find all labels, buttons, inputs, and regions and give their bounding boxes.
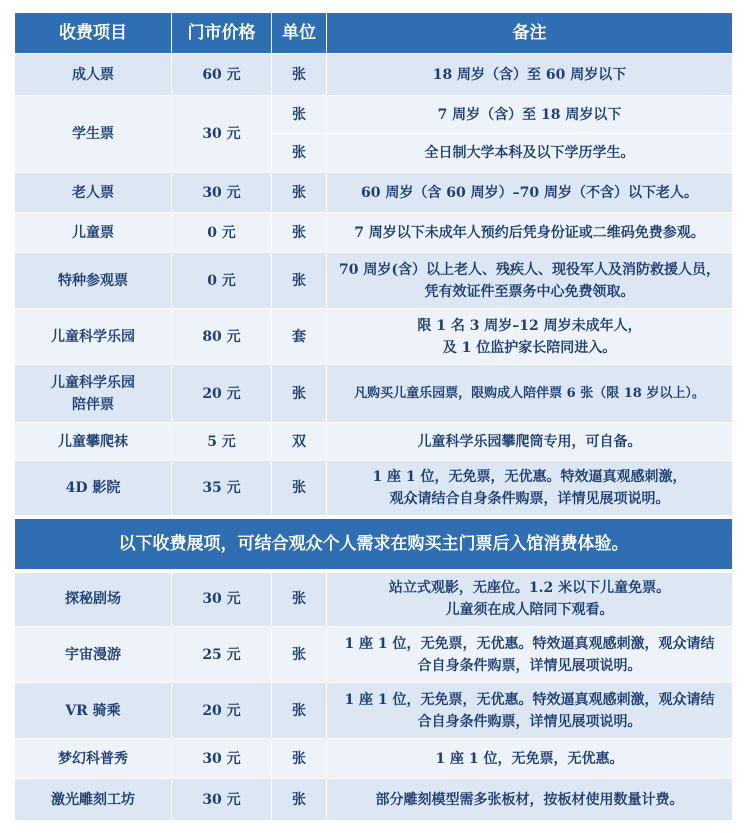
unit-cell: 双 xyxy=(272,423,327,461)
item-cell: 激光雕刻工坊 xyxy=(15,779,172,821)
table-row xyxy=(15,309,733,365)
price-cell: 30 元 xyxy=(172,96,272,173)
note-cell xyxy=(327,173,733,213)
table-row xyxy=(15,423,733,461)
unit-cell: 张 xyxy=(272,213,327,253)
table-row xyxy=(15,571,733,627)
note-line: 1 座 1 位，无免票，无优惠。 xyxy=(435,750,624,767)
note-line: 全日制大学本科及以下学历学生。 xyxy=(424,145,635,161)
header-price: 门市价格 xyxy=(172,13,272,54)
note-cell xyxy=(327,779,733,821)
header-row xyxy=(15,13,733,54)
unit-cell: 张 xyxy=(272,739,327,779)
note-cell xyxy=(327,739,733,779)
item-cell: 特种参观票 xyxy=(15,253,172,309)
table-row xyxy=(15,461,733,517)
price-cell: 30 元 xyxy=(172,571,272,627)
unit-cell: 张 xyxy=(272,683,327,739)
note-line: 60 周岁（含 60 周岁）–70 周岁（不含）以下老人。 xyxy=(361,184,698,201)
table-row xyxy=(15,213,733,253)
note-line: 凭有效证件至票务中心免费领取。 xyxy=(424,283,635,300)
unit-cell: 套 xyxy=(272,309,327,365)
note-line: 1 座 1 位，无免票，无优惠。特效逼真观感刺激，观众请结 xyxy=(344,635,715,652)
note-line: 7 周岁（含）至 18 周岁以下 xyxy=(437,106,622,123)
price-cell: 5 元 xyxy=(172,423,272,461)
note-cell xyxy=(327,627,733,683)
table-row xyxy=(15,173,733,213)
note-line: 站立式观影，无座位。1.2 米以下儿童免票。 xyxy=(388,580,671,597)
item-cell: 老人票 xyxy=(15,173,172,213)
note-cell xyxy=(327,134,733,173)
unit-cell: 张 xyxy=(272,54,327,96)
table-row xyxy=(15,54,733,96)
price-cell: 60 元 xyxy=(172,54,272,96)
table-row xyxy=(15,96,733,134)
note-line: 儿童科学乐园攀爬筒专用，可自备。 xyxy=(417,433,642,450)
header-unit: 单位 xyxy=(272,13,327,54)
item-cell: 儿童票 xyxy=(15,213,172,253)
price-cell: 0 元 xyxy=(172,253,272,309)
note-cell xyxy=(327,253,733,309)
note-line: 及 1 位监护家长陪同进入。 xyxy=(442,339,617,356)
price-cell: 30 元 xyxy=(172,779,272,821)
note-line: 部分雕刻模型需多张板材，按板材使用数量计费。 xyxy=(375,791,684,808)
item-cell: VR 骑乘 xyxy=(15,683,172,739)
item-cell: 探秘剧场 xyxy=(15,571,172,627)
note-cell xyxy=(327,365,733,423)
price-cell: 20 元 xyxy=(172,683,272,739)
table-row xyxy=(15,253,733,309)
note-line: 凡购买儿童乐园票，限购成人陪伴票 6 张（限 18 岁以上）。 xyxy=(354,385,705,401)
price-cell: 80 元 xyxy=(172,309,272,365)
note-line: 18 周岁（含）至 60 周岁以下 xyxy=(432,66,627,83)
note-line: 7 周岁以下未成年人预约后凭身份证或二维码免费参观。 xyxy=(354,224,705,241)
note-cell xyxy=(327,96,733,134)
price-cell: 30 元 xyxy=(172,173,272,213)
table-row xyxy=(15,779,733,821)
unit-cell: 张 xyxy=(272,134,327,173)
section-banner: 以下收费展项，可结合观众个人需求在购买主门票后入馆消费体验。 xyxy=(15,517,733,571)
note-cell xyxy=(327,683,733,739)
unit-cell: 张 xyxy=(272,253,327,309)
table-row xyxy=(15,683,733,739)
table-row xyxy=(15,365,733,423)
note-cell xyxy=(327,461,733,517)
unit-cell: 张 xyxy=(272,96,327,134)
note-cell xyxy=(327,54,733,96)
fee-table xyxy=(14,12,733,821)
item-cell: 4D 影院 xyxy=(15,461,172,517)
item-cell: 梦幻科普秀 xyxy=(15,739,172,779)
note-line: 1 座 1 位，无免票，无优惠。特效逼真观感刺激，观众请结 xyxy=(344,691,715,708)
price-cell: 35 元 xyxy=(172,461,272,517)
item-cell xyxy=(15,365,172,423)
item-line: 儿童科学乐园 xyxy=(51,374,135,391)
price-cell: 0 元 xyxy=(172,213,272,253)
header-note: 备注 xyxy=(327,13,733,54)
note-cell xyxy=(327,213,733,253)
item-cell: 成人票 xyxy=(15,54,172,96)
unit-cell: 张 xyxy=(272,571,327,627)
price-cell: 25 元 xyxy=(172,627,272,683)
banner-row xyxy=(15,517,733,571)
item-cell: 学生票 xyxy=(15,96,172,173)
item-line: 陪伴票 xyxy=(72,396,114,413)
price-cell: 20 元 xyxy=(172,365,272,423)
note-line: 70 周岁(含）以上老人、残疾人、现役军人及消防救援人员， xyxy=(339,261,720,278)
note-cell xyxy=(327,423,733,461)
note-line: 限 1 名 3 周岁–12 周岁未成年人， xyxy=(417,317,642,334)
note-line: 合自身条件购票，详情见展项说明。 xyxy=(417,713,642,730)
item-cell: 儿童攀爬袜 xyxy=(15,423,172,461)
item-cell: 儿童科学乐园 xyxy=(15,309,172,365)
note-cell xyxy=(327,571,733,627)
note-line: 儿童须在成人陪同下观看。 xyxy=(445,602,614,619)
unit-cell: 张 xyxy=(272,173,327,213)
note-line: 观众请结合自身条件购票，详情见展项说明。 xyxy=(389,490,670,507)
note-line: 合自身条件购票，详情见展项说明。 xyxy=(417,657,642,674)
price-cell: 30 元 xyxy=(172,739,272,779)
unit-cell: 张 xyxy=(272,461,327,517)
header-item: 收费项目 xyxy=(15,13,172,54)
item-cell: 宇宙漫游 xyxy=(15,627,172,683)
unit-cell: 张 xyxy=(272,365,327,423)
unit-cell: 张 xyxy=(272,779,327,821)
unit-cell: 张 xyxy=(272,627,327,683)
table-row xyxy=(15,627,733,683)
note-cell xyxy=(327,309,733,365)
table-row xyxy=(15,739,733,779)
note-line: 1 座 1 位，无免票，无优惠。特效逼真观感刺激， xyxy=(372,468,687,485)
